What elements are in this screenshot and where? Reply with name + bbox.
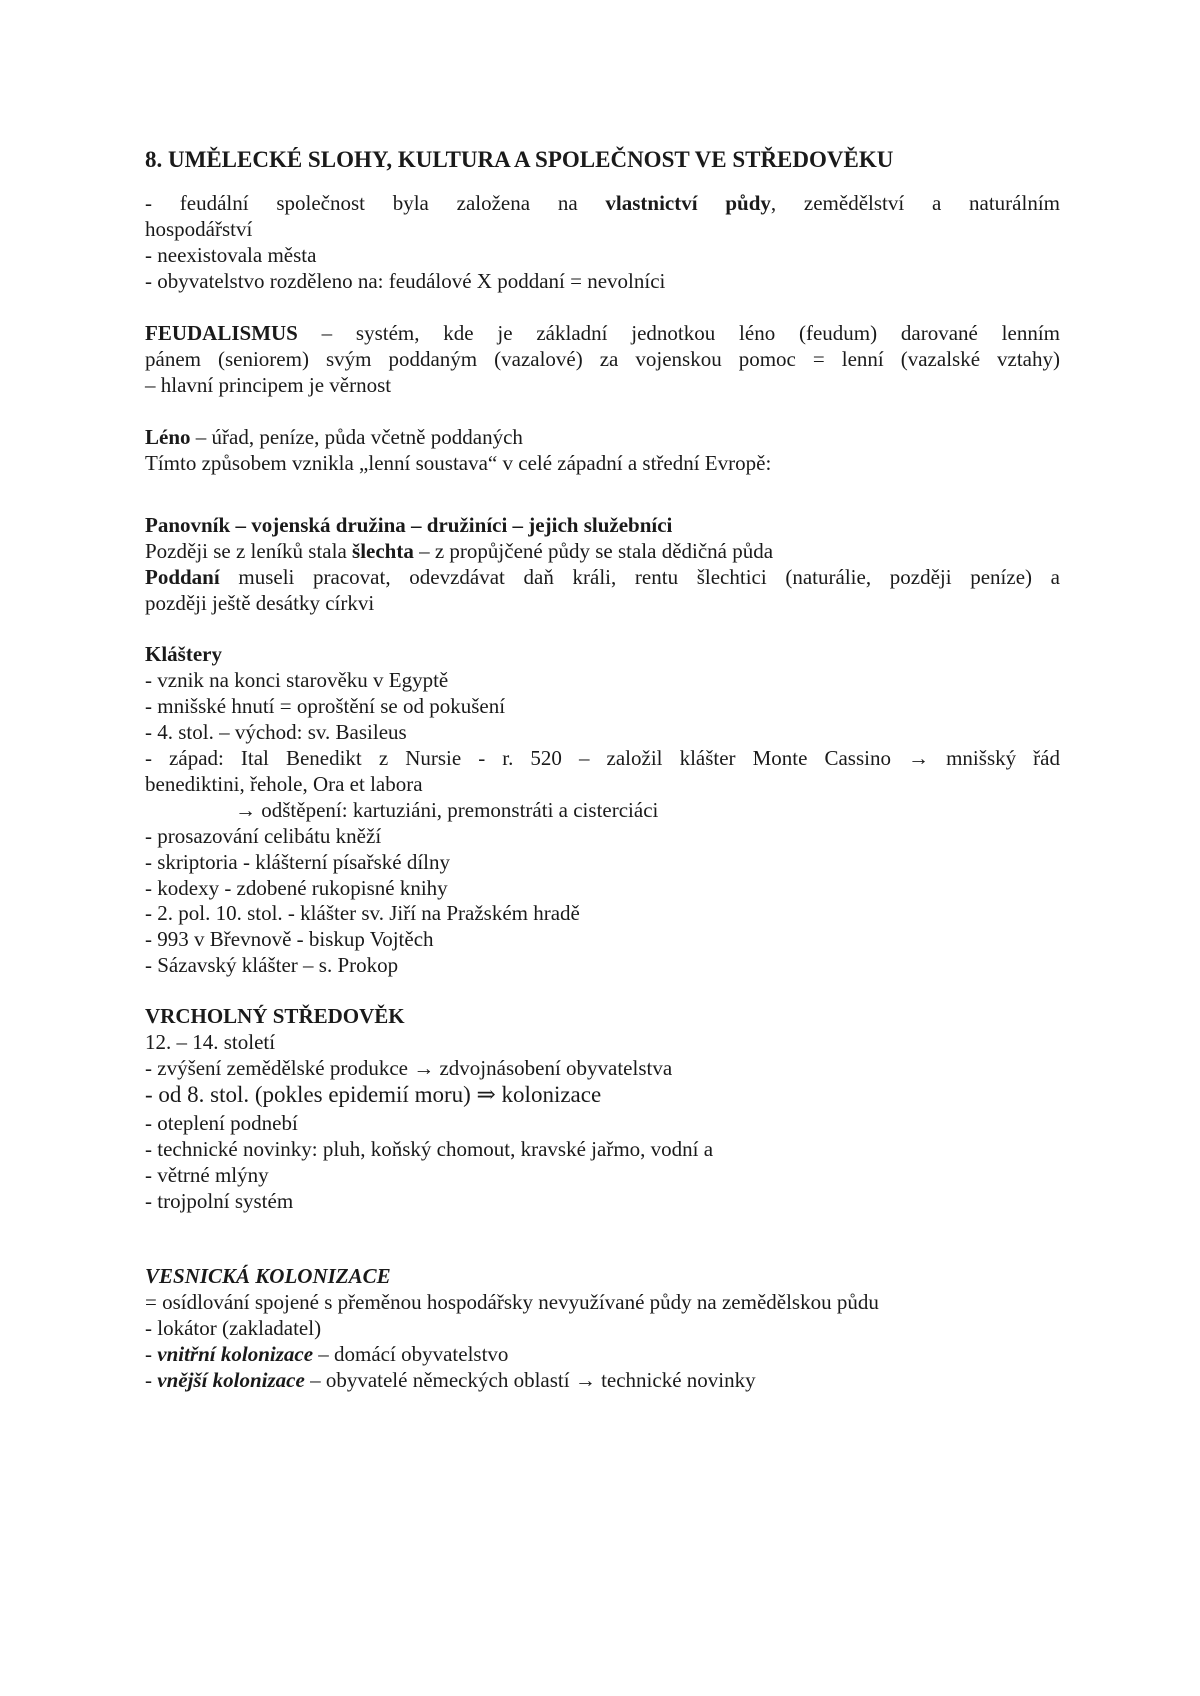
list-item: - 2. pol. 10. stol. - klášter sv. Jiří na Pražském hradě — [145, 901, 580, 925]
hierarchy-text: Později se z leníků stala — [145, 539, 353, 563]
leno-line-2: Tímto způsobem vznikla „lenní soustava“ v celé západní a střední Evropě: — [145, 451, 772, 475]
feudalismus-term: FEUDALISMUS — [145, 321, 298, 345]
indented-item: → odštěpení: kartuziáni, premonstráti a cisterciáci — [235, 798, 659, 822]
intro-bold-term: vlastnictví půdy — [605, 191, 771, 215]
klastery-heading: Kláštery — [145, 642, 222, 666]
list-dash: - — [145, 1368, 158, 1392]
intro-line-1 — [145, 190, 1060, 216]
list-item: - kodexy - zdobené rukopisné knihy — [145, 876, 448, 900]
poddani-term: Poddaní — [145, 565, 220, 589]
list-item — [145, 1341, 1060, 1367]
feudalismus-line-3: – hlavní principem je věrnost — [145, 373, 392, 397]
list-item: - skriptoria - klášterní písařské dílny — [145, 850, 451, 874]
list-item — [145, 1367, 1060, 1393]
feudalismus-line-2: pánem (seniorem) svým poddaným (vazalové) za vojenskou pomoc = lenní (vazalské vztahy) — [145, 347, 1060, 371]
leno-line-1 — [145, 424, 1060, 450]
vrcholny-period: 12. – 14. století — [145, 1030, 276, 1054]
hierarchy-text: – z propůjčené půdy se stala dědičná půda — [413, 539, 774, 563]
intro-text: , zemědělství a naturálním — [770, 191, 1061, 215]
hierarchy-line-2 — [145, 538, 1060, 564]
hierarchy-line: Panovník – vojenská družina – družiníci – jejich služebníci — [145, 513, 673, 537]
list-item: - Sázavský klášter – s. Prokop — [145, 953, 399, 977]
list-text: – domácí obyvatelstvo — [313, 1342, 509, 1366]
hierarchy-text: museli pracovat, odevzdávat daň králi, rentu šlechtici (naturálie, později peníze) a — [219, 565, 1060, 589]
intro-text: - feudální společnost byla založena na — [145, 191, 606, 215]
feudalismus-text: – systém, kde je základní jednotkou léno (feudum) darované lenním — [297, 321, 1060, 345]
vrcholny-heading: VRCHOLNÝ STŘEDOVĚK — [145, 1004, 405, 1028]
list-item: - 993 v Břevnově - biskup Vojtěch — [145, 927, 434, 951]
feudalismus-line-1 — [145, 320, 1060, 346]
list-item: - prosazování celibátu kněží — [145, 824, 382, 848]
vesnicka-definition: = osídlování spojené s přeměnou hospodářsky nevyužívané půdy na zemědělskou půdu — [145, 1290, 879, 1314]
slechta-term: šlechta — [352, 539, 414, 563]
intro-line-2: hospodářství — [145, 217, 253, 241]
list-item-continuation: benediktini, řehole, Ora et labora — [145, 772, 423, 796]
list-item: - od 8. stol. (pokles epidemií moru) ⇒ kolonizace — [145, 1082, 602, 1107]
list-item: - trojpolní systém — [145, 1189, 294, 1213]
intro-line-4: - obyvatelstvo rozděleno na: feudálové X poddaní = nevolníci — [145, 269, 666, 293]
list-item: - 4. stol. – východ: sv. Basileus — [145, 720, 407, 744]
page-title: 8. UMĚLECKÉ SLOHY, KULTURA A SPOLEČNOST VE STŘEDOVĚKU — [145, 147, 894, 172]
list-item: - mnišské hnutí = oproštění se od pokušení — [145, 694, 506, 718]
hierarchy-line-3 — [145, 564, 1060, 590]
intro-line-3: - neexistovala města — [145, 243, 317, 267]
list-item: - technické novinky: pluh, koňský chomout, kravské jařmo, vodní a — [145, 1137, 714, 1161]
list-item: - oteplení podnebí — [145, 1111, 298, 1135]
list-item: - vznik na konci starověku v Egyptě — [145, 668, 449, 692]
list-item: - lokátor (zakladatel) — [145, 1316, 322, 1340]
list-item: - zvýšení zemědělské produkce → zdvojnásobení obyvatelstva — [145, 1056, 673, 1080]
list-text: – obyvatelé německých oblastí → technické novinky — [304, 1368, 756, 1392]
leno-text: – úřad, peníze, půda včetně poddaných — [190, 425, 523, 449]
list-item: - větrné mlýny — [145, 1163, 269, 1187]
hierarchy-line-4: později ještě desátky církvi — [145, 591, 375, 615]
vnejsi-term: vnější kolonizace — [157, 1368, 305, 1392]
leno-term: Léno — [145, 425, 191, 449]
list-item: - západ: Ital Benedikt z Nursie - r. 520 – založil klášter Monte Cassino → mnišský řád — [145, 746, 1060, 770]
vesnicka-heading: VESNICKÁ KOLONIZACE — [145, 1264, 391, 1288]
list-dash: - — [145, 1342, 158, 1366]
vnitrni-term: vnitřní kolonizace — [157, 1342, 314, 1366]
